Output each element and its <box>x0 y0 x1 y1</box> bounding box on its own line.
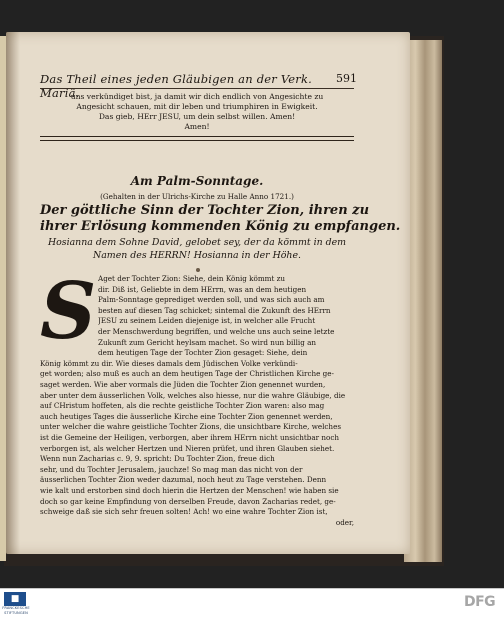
body-text-line: aber unter dem äusserlichen Volk, welches also hiesse, nur die wahre Gläubige, die <box>40 390 346 400</box>
ornament-dot <box>196 268 200 272</box>
body-text-line: Palm-Sonntage geprediget werden soll, und was sich auch am <box>98 295 325 305</box>
body-text-line: Aget der Tochter Zion: Siehe, dein König kömmt zu <box>98 274 286 283</box>
motto-line: Namen des HERRN! Hosianna in der Höhe. <box>93 250 301 261</box>
library-logo-icon: ■ <box>4 592 26 606</box>
body-text-line: äusserlichen Tochter Zion weder dazumal, noch heut zu Tage verstehen. Denn <box>40 475 327 485</box>
body-text-line: besten auf diesen Tag schicket; sintemal die Zukunft des HErrn <box>98 305 331 315</box>
body-text-line: oder, <box>335 517 354 527</box>
drop-cap-initial: S <box>40 266 97 357</box>
body-text-line: doch so gar keine Empfindung von derselben Freude, davon Zacharias redet, ge- <box>40 496 336 506</box>
body-text-line: der Menschwerdung begriffen, und welche uns auch seine letzte <box>98 327 335 336</box>
previous-text-line: uns verkündiget bist, ja damit wir dich endlich von Angesichte zu <box>70 92 324 101</box>
book-page <box>6 32 410 554</box>
section-divider <box>40 136 354 141</box>
body-text-line: dem heutigen Tage der Tochter Zion gesaget: Siehe, dein <box>98 348 308 358</box>
previous-text-line: Amen! <box>184 122 210 131</box>
body-text-line: saget werden. Wie aber vormals die Jüden die Tochter Zion genennet wurden, <box>40 380 326 389</box>
running-head: Das Theil eines jeden Gläubigen an der Verk. Mariä. <box>40 72 312 100</box>
body-text-line: sehr, und du Tochter Jerusalem, jauchze! So mag man das nicht von der <box>40 464 303 474</box>
header-rule <box>40 88 354 89</box>
body-text-line: JESU zu seinem Leiden diejenige ist, in welcher alle Frucht <box>98 316 316 326</box>
body-text-line: unter welcher die wahre geistliche Tochter Zions, die unsichtbare Kirche, welches <box>40 422 342 432</box>
body-text-line: get worden; also muß es auch an dem heutigen Tage der Christlichen Kirche ge- <box>40 369 334 379</box>
body-text-line: König kömmt zu dir. Wie dieses damals dem Jüdischen Volke verkündi- <box>40 358 298 368</box>
body-text-line: auch heutiges Tages die äusserliche Kirche eine Tochter Zion genennet werden, <box>40 411 333 421</box>
previous-text-line: Angesicht schauen, mit dir leben und triumphiren in Ewigkeit. <box>76 102 318 111</box>
previous-text-line: Das gieb, HErr JESU, um dein selbst willen. Amen! <box>98 112 296 121</box>
body-text-line: verborgen ist, als welcher Hertzen und Nieren prüfet, und ihren Glauben siehet. <box>40 443 335 453</box>
body-text-line: Wenn nun Zacharias c. 9, 9. spricht: Du Tochter Zion, freue dich <box>40 454 275 464</box>
body-text-line: Zukunft zum Gericht heylsam machet. So wird nun billig an <box>98 337 317 347</box>
motto-line: Hosianna dem Sohne David, gelobet sey, der da kömmt in dem <box>47 237 347 248</box>
body-text-line: schweige daß sie sich sehr freuen solten! Ach! wo eine wahre Tochter Zion ist, <box>40 507 328 517</box>
library-logo-caption: FRANCKESCHE STIFTUNGEN <box>2 606 30 615</box>
sermon-title-line: ihrer Erlösung kommenden König zu empfangen. <box>40 219 401 234</box>
dfg-logo: DFG <box>464 594 496 610</box>
body-text-line: dir. Diß ist, Geliebte in dem HErrn, was an dem heutigen <box>98 284 307 294</box>
body-text-line: auf CHristum hoffeten, als die rechte geistliche Tochter Zion waren: also mag <box>40 401 325 411</box>
sermon-occasion: (Gehalten in der Ulrichs-Kirche zu Halle Anno 1721.) <box>100 192 294 201</box>
section-title: Am Palm-Sonntage. <box>130 174 264 188</box>
page-number: 591 <box>336 72 357 85</box>
viewer-footer <box>0 588 504 618</box>
body-text-line: wie kalt und erstorben sind doch hierin die Hertzen der Menschen! wie haben sie <box>40 486 339 495</box>
body-text-line: ist die Gemeine der Heiligen, verborgen, aber ihrem HErrn nicht unsichtbar noch <box>40 433 339 442</box>
sermon-title-line: Der göttliche Sinn der Tochter Zion, ihren zu <box>40 203 370 218</box>
